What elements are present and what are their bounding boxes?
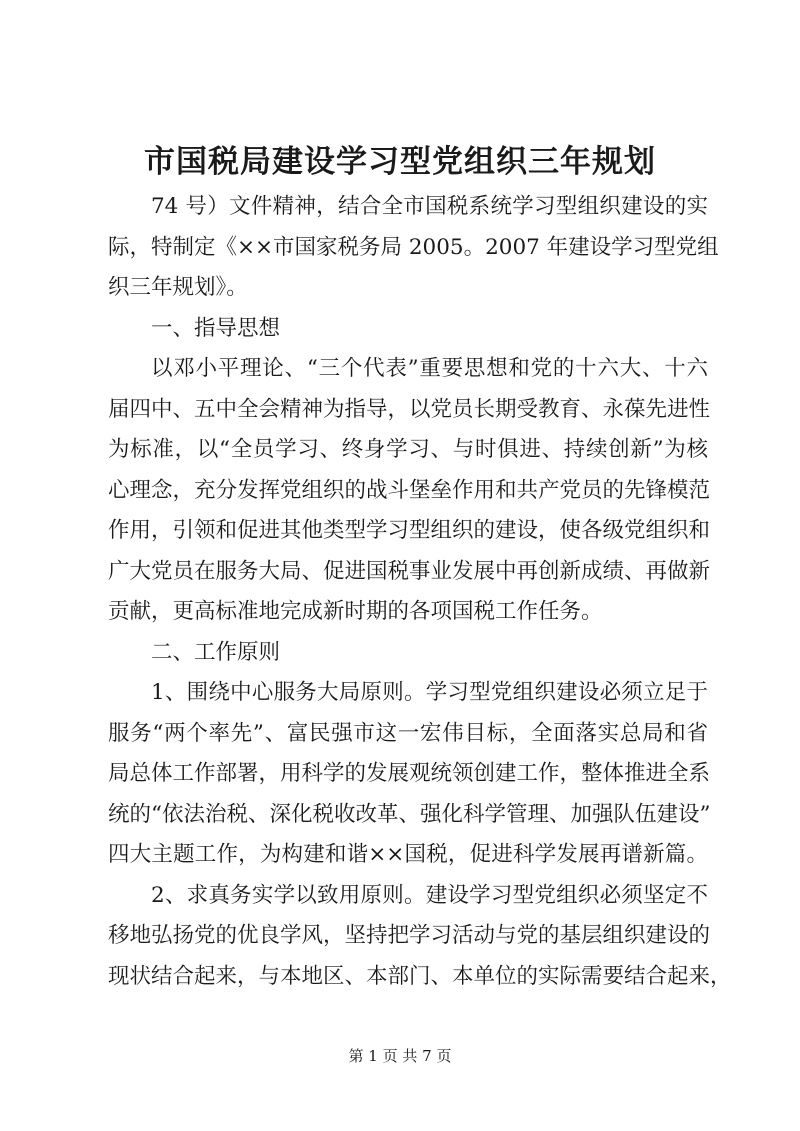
text-line: 心理念，充分发挥党组织的战斗堡垒作用和共产党员的先锋模范 [108,477,711,503]
text-line: 74 号）文件精神，结合全市国税系统学习型组织建设的实 [151,194,708,219]
text-line: 二、工作原则 [151,639,281,665]
text-line: 广大党员在服务大局、促进国税事业发展中再创新成绩、再做新 [108,558,711,584]
text-line: 现状结合起来，与本地区、本部门、本单位的实际需要结合起来， [108,963,732,989]
text-line: 织三年规划》。 [108,275,248,300]
text-line: 届四中、五中全会精神为指导，以党员长期受教育、永葆先进性 [108,396,711,422]
text-line: 为标准，以“全员学习、终身学习、与时俱进、持续创新”为核 [108,437,708,462]
text-line: 移地弘扬党的优良学风，坚持把学习活动与党的基层组织建设的 [108,923,711,948]
text-line: 以邓小平理论、“三个代表”重要思想和党的十六大、十六 [151,356,708,381]
document-body [108,187,732,997]
text-line: 四大主题工作，为构建和谐××国税，促进科学发展再谱新篇。 [108,842,708,867]
text-line: 一、指导思想 [151,315,281,341]
text-line: 2、求真务实学以致用原则。建设学习型党组织必须坚定不 [151,882,708,908]
text-line: 统的“依法治税、深化税收改革、强化科学管理、加强队伍建设” [108,801,711,827]
document-title: 市国税局建设学习型党组织三年规划 [144,144,656,180]
page-footer: 第 1 页 共 7 页 [348,1047,452,1065]
text-line: 作用，引领和促进其他类型学习型组织的建设，使各级党组织和 [108,518,711,543]
text-line: 1、围绕中心服务大局原则。学习型党组织建设必须立足于 [151,680,708,705]
text-line: 贡献，更高标准地完成新时期的各项国税工作任务。 [108,599,603,624]
text-line: 际，特制定《××市国家税务局 2005。2007 年建设学习型党组 [108,234,719,260]
text-line: 服务“两个率先”、富民强市这一宏伟目标，全面落实总局和省 [108,720,708,746]
text-line: 局总体工作部署，用科学的发展观统领创建工作，整体推进全系 [108,761,711,786]
